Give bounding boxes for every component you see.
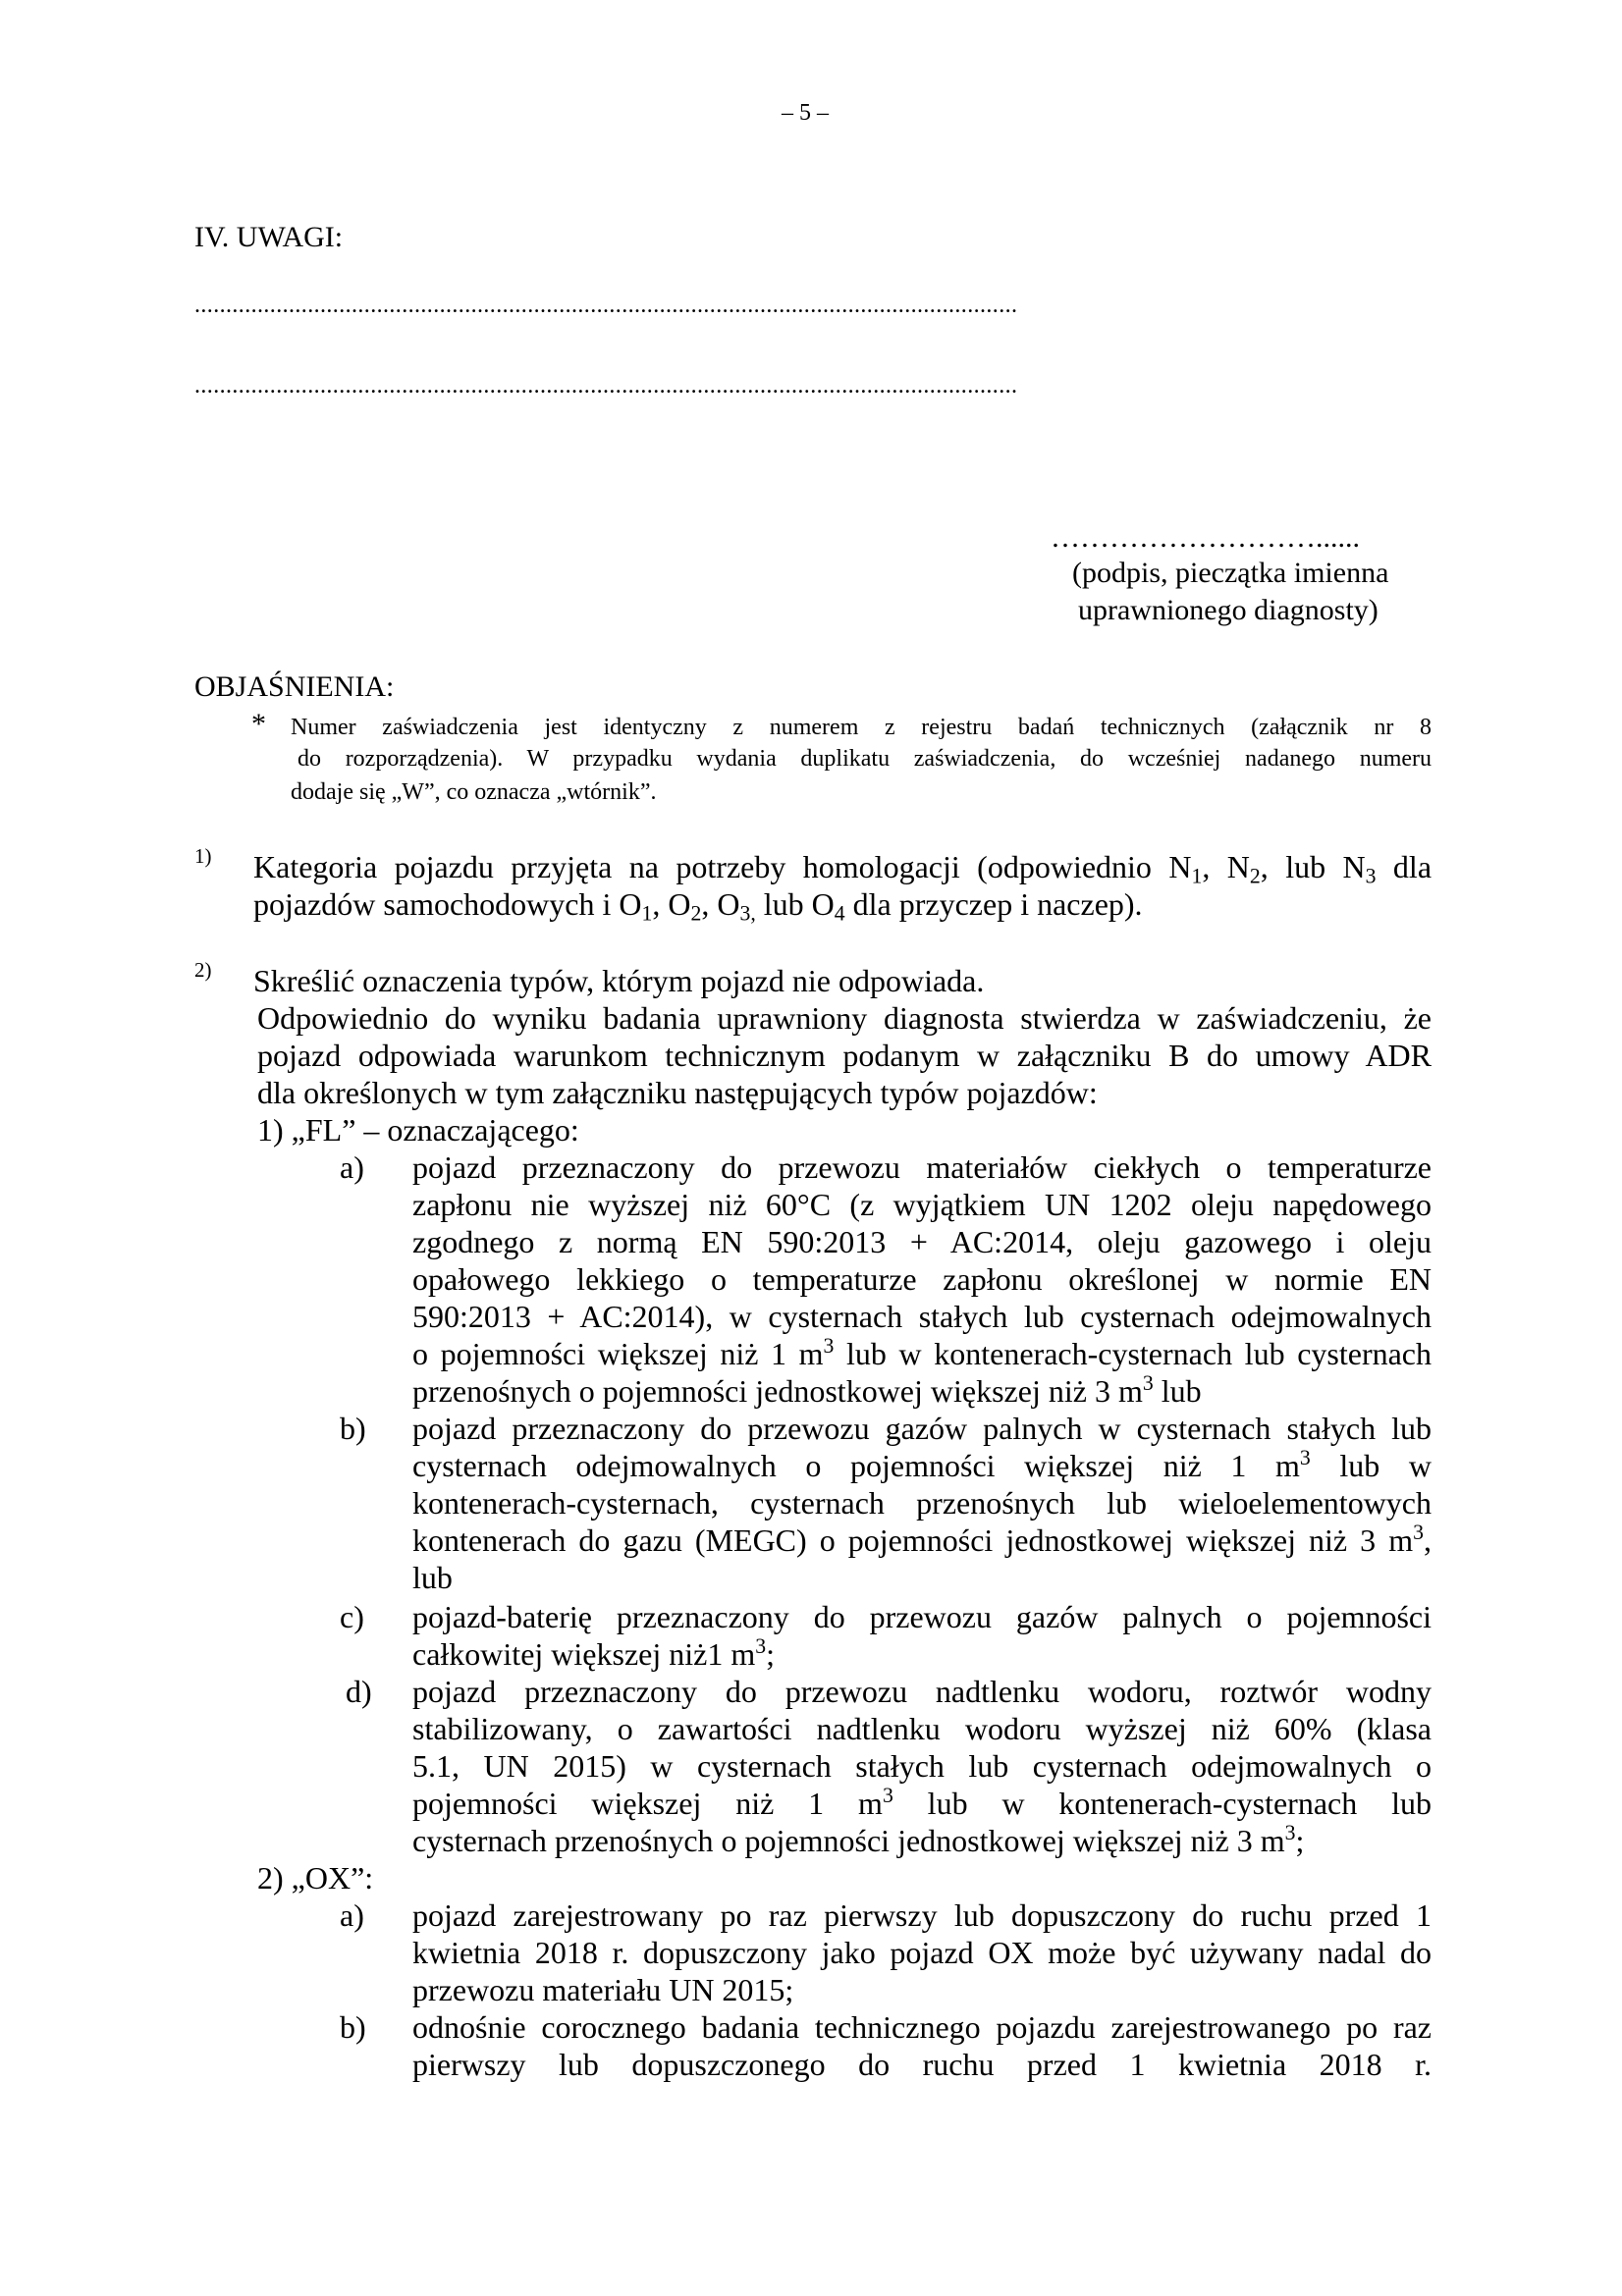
footnote-1-line-2: pojazdów samochodowych i $O_1$, $O_2$, $O_{3,}$ lub $O_4$ dla przyczep i naczep). [253,886,1143,926]
fl-a-line-1: pojazd przeznaczony do przewozu materiałów ciekłych o temperaturze [412,1149,1432,1185]
fl-d-line-3: 5.1, UN 2015) w cysternach stałych lub cysternach odejmowalnych o [412,1748,1432,1784]
fl-a-label: a) [340,1149,364,1185]
fl-d-line-4: pojemności większej niż 1 $m^3$ lub w kontenerach-cysternach lub [412,1784,1432,1821]
page-number: – 5 – [782,100,829,126]
footnote-2-marker: 2) [194,958,212,982]
fl-a-line-2: zapłonu nie wyższej niż 60°C (z wyjątkiem UN 1202 oleju napędowego [412,1187,1432,1222]
ox-a-line-2: kwietnia 2018 r. dopuszczony jako pojazd OX może być używany nadal do [412,1935,1432,1970]
ox-b-label: b) [340,2009,366,2045]
asterisk-note-line-3: dodaje się „W”, co oznacza „wtórnik”. [291,779,657,805]
ox-b-line-1: odnośnie corocznego badania technicznego pojazdu zarejestrowanego po raz [412,2009,1432,2045]
asterisk-note-line-1: Numer zaświadczenia jest identyczny z numerem z rejestru badań technicznych (załącznik nr 8 [291,715,1432,740]
fl-type-heading: 1) „FL” – oznaczającego: [257,1112,579,1148]
ox-type-heading: 2) „OX”: [257,1860,374,1896]
fl-d-line-1: pojazd przeznaczony do przewozu nadtlenku wodoru, roztwór wodny [412,1674,1432,1709]
fl-d-label: d) [346,1674,372,1709]
remarks-line-2: ................................................................................................................................... [194,373,1018,399]
fl-b-label: b) [340,1411,366,1446]
ox-a-line-1: pojazd zarejestrowany po raz pierwszy lub dopuszczony do ruchu przed 1 [412,1897,1432,1933]
footnote-2-line-1: Skreślić oznaczenia typów, którym pojazd nie odpowiada. [253,963,985,998]
fl-b-line-1: pojazd przeznaczony do przewozu gazów palnych w cysternach stałych lub [412,1411,1432,1446]
footnote-2-line-3: pojazd odpowiada warunkom technicznym podanym w załączniku B do umowy ADR [257,1038,1432,1073]
fl-b-line-5: lub [412,1560,453,1595]
fl-d-line-5: cysternach przenośnych o pojemności jednostkowej większej niż 3 $m^3$; [412,1821,1305,1858]
ox-a-label: a) [340,1897,364,1933]
footnote-2-line-2: Odpowiednio do wyniku badania uprawniony diagnosta stwierdza w zaświadczeniu, że [257,1000,1432,1036]
ox-b-line-2: pierwszy lub dopuszczonego do ruchu przed 1 kwietnia 2018 r. [412,2047,1432,2082]
signature-dots: ………………………...... [1051,521,1360,554]
footnote-1-line-1: Kategoria pojazdu przyjęta na potrzeby homologacji (odpowiednio $N_1$, $N_2$, lub $N_3$ dla [253,849,1433,888]
asterisk-marker: * [251,708,266,740]
ox-a-line-3: przewozu materiału UN 2015; [412,1972,794,2007]
asterisk-note-line-2: do rozporządzenia). W przypadku wydania duplikatu zaświadczenia, do wcześniej nadanego numeru [297,746,1432,772]
fl-c-line-1: pojazd-baterię przeznaczony do przewozu gazów palnych o pojemności [412,1599,1432,1634]
explanations-heading: OBJAŚNIENIA: [194,670,395,703]
fl-d-line-2: stabilizowany, o zawartości nadtlenku wodoru wyższej niż 60% (klasa [412,1711,1432,1746]
fl-a-line-5: 590:2013 + AC:2014), w cysternach stałych lub cysternach odejmowalnych [412,1299,1432,1334]
fl-b-line-2: cysternach odejmowalnych o pojemności większej niż 1 $m^3$ lub w [412,1446,1433,1483]
fl-c-line-2: całkowitej większej niż1 $m^3$; [412,1634,775,1672]
signature-caption-line-2: uprawnionego diagnosty) [1078,594,1379,626]
fl-a-line-4: opałowego lekkiego o temperaturze zapłonu określonej w normie EN [412,1261,1432,1297]
fl-a-line-3: zgodnego z normą EN 590:2013 + AC:2014, oleju gazowego i oleju [412,1224,1432,1259]
remarks-line-1: ................................................................................................................................... [194,293,1018,318]
remarks-heading: IV. UWAGI: [194,221,344,253]
fl-a-line-7: przenośnych o pojemności jednostkowej większej niż 3 $m^3$ lub [412,1371,1202,1409]
fl-a-line-6: o pojemności większej niż 1 $m^3$ lub w kontenerach-cysternach lub cysternach [412,1334,1433,1371]
footnote-2-line-4: dla określonych w tym załączniku następujących typów pojazdów: [257,1075,1098,1110]
footnote-1-marker: 1) [194,844,212,868]
fl-b-line-4: kontenerach do gazu (MEGC) o pojemności jednostkowej większej niż 3 $m^3$, [412,1521,1432,1558]
fl-b-line-3: kontenerach-cysternach, cysternach przenośnych lub wieloelementowych [412,1485,1432,1521]
fl-c-label: c) [340,1599,364,1634]
signature-caption-line-1: (podpis, pieczątka imienna [1072,557,1389,589]
